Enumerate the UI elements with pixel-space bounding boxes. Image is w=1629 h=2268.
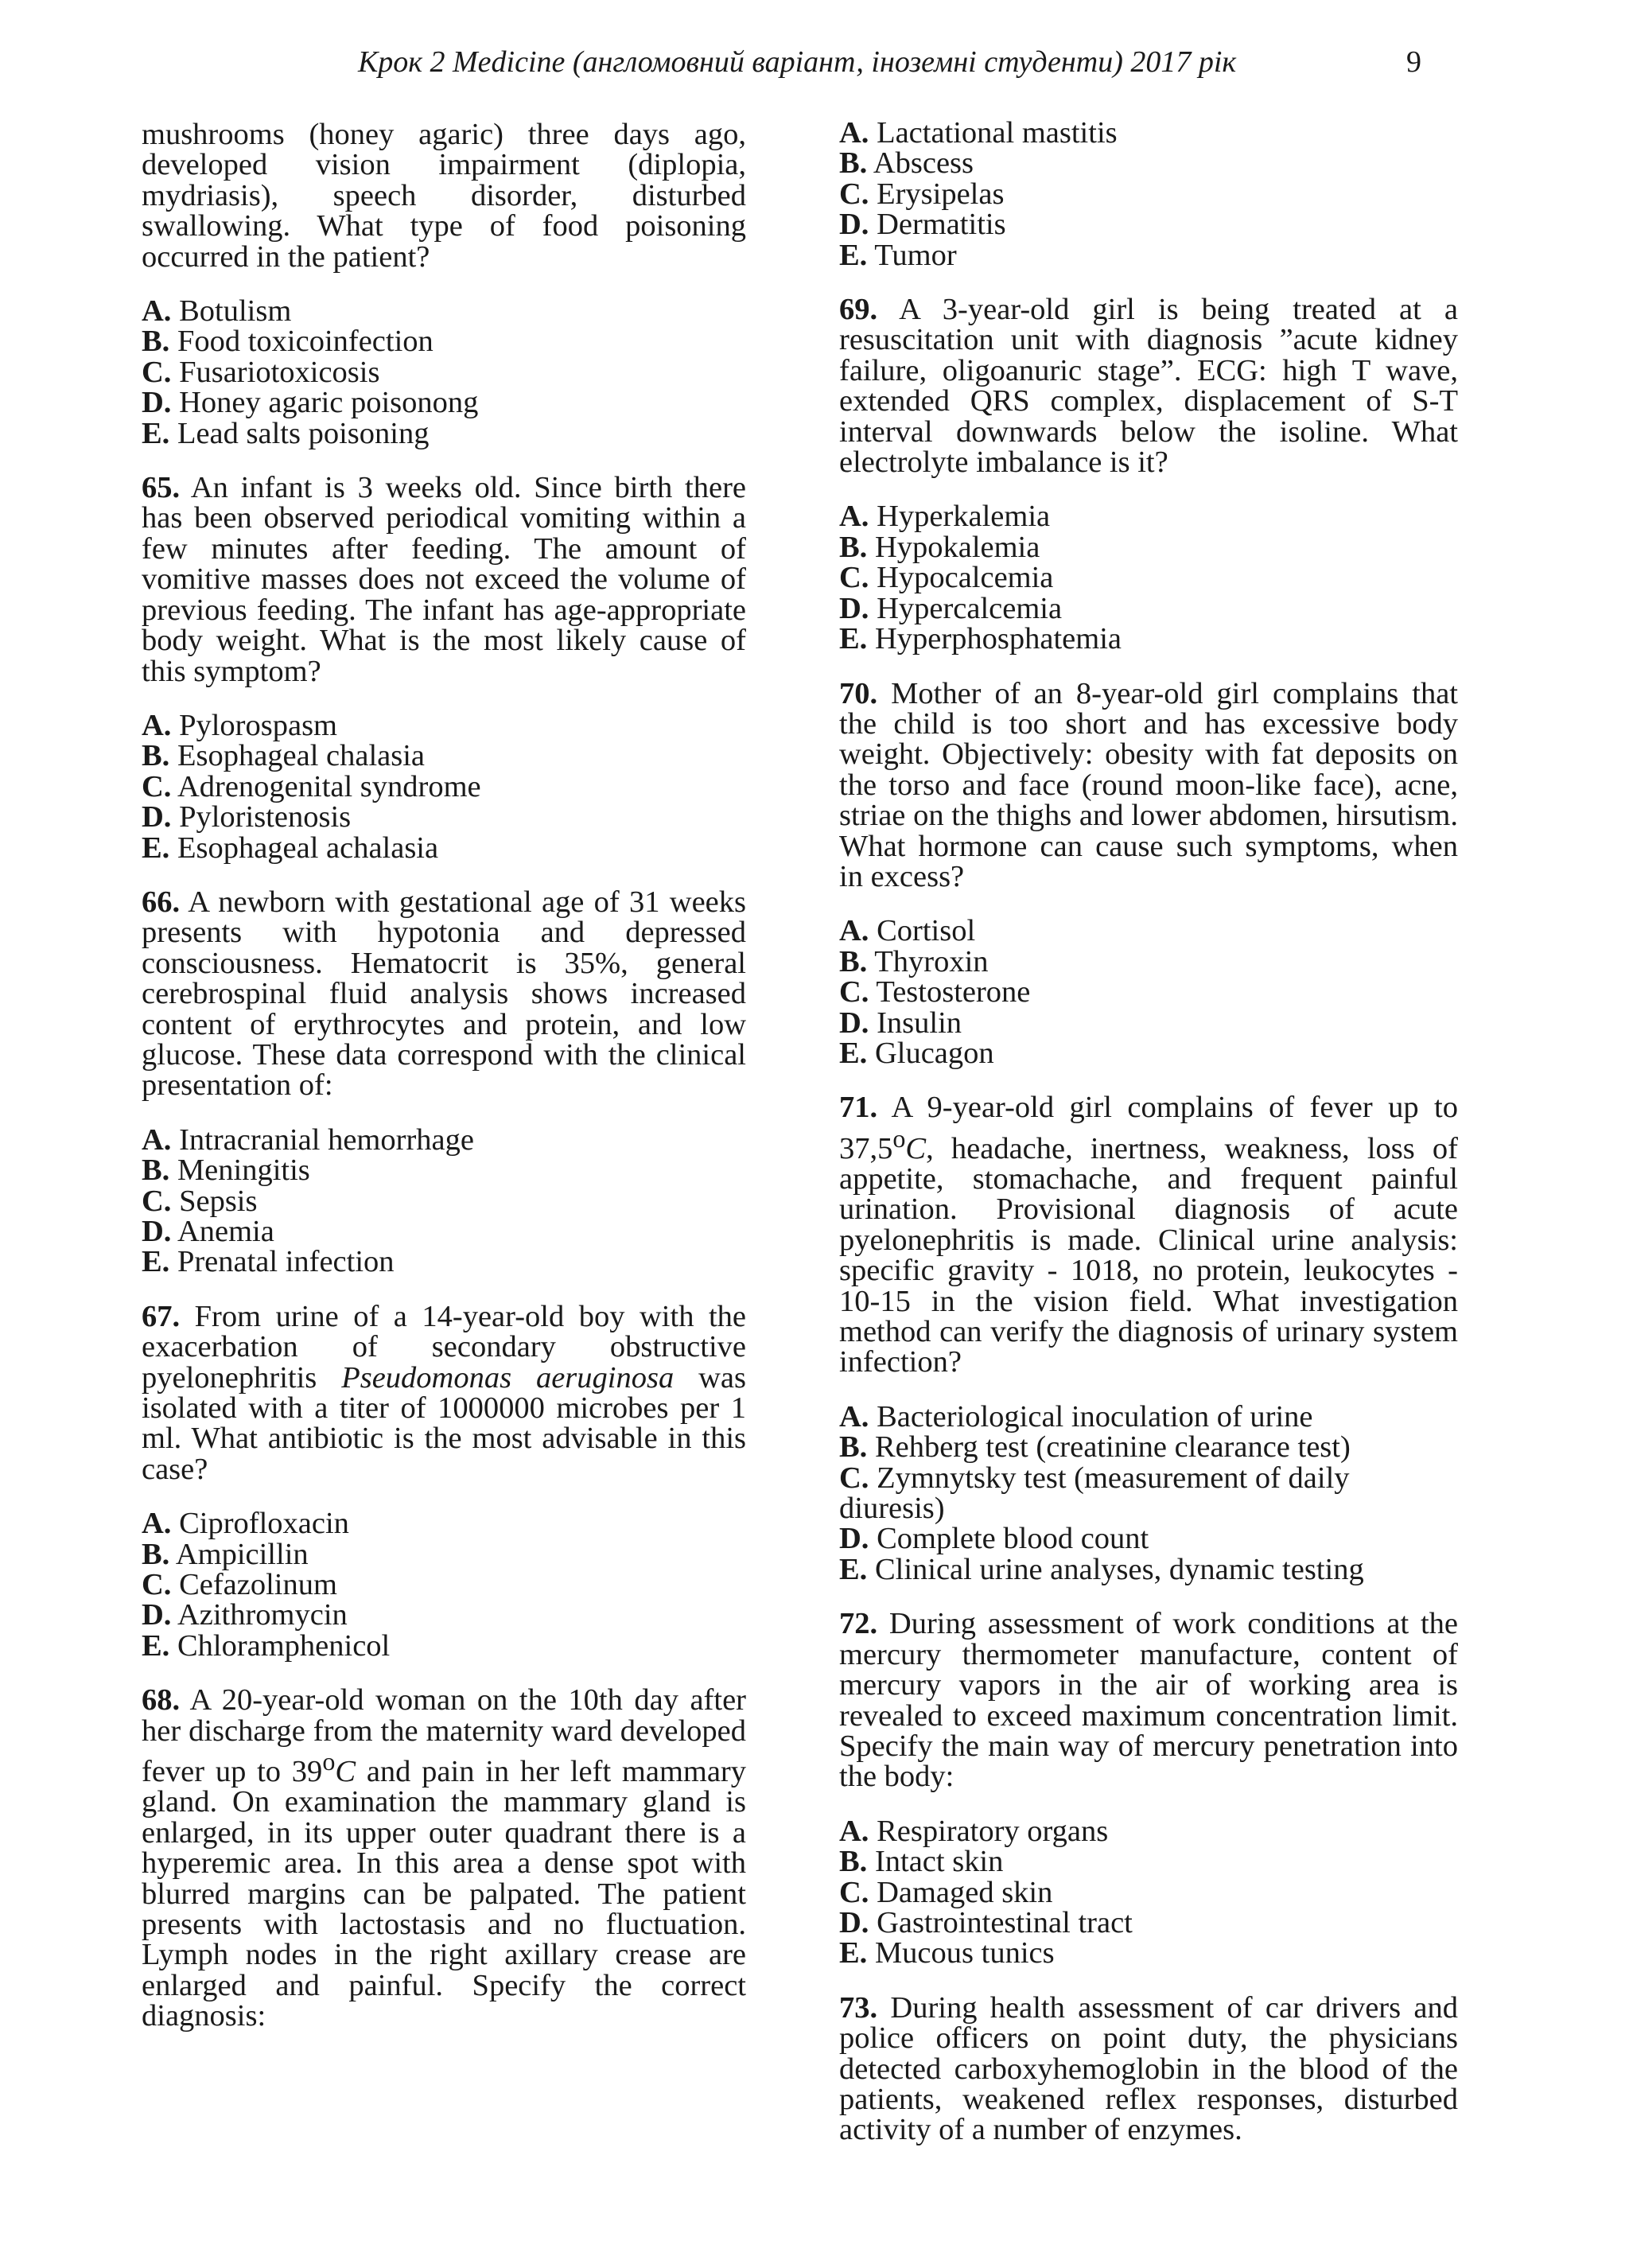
option-letter: C. — [839, 975, 869, 1010]
right-column — [839, 118, 1458, 2145]
option-letter: B. — [142, 1537, 170, 1571]
option-text: Hyperphosphatemia — [874, 622, 1122, 656]
option-letter: C. — [839, 1461, 869, 1495]
answer-option — [839, 532, 1458, 562]
question-65-options — [142, 710, 746, 863]
question-text: A newborn with gestational age of 31 weeks presents with hypotonia and depressed consciousness. Hematocrit is 35%, general cerebrospinal fluid analysis shows increased content of erythrocytes and protein, and low glucose. These data correspond with the clinical presentation of: — [142, 885, 746, 1103]
option-letter: B. — [839, 944, 868, 978]
question-68-options — [839, 118, 1458, 270]
answer-option — [142, 1600, 746, 1630]
option-text: Pylorospasm — [179, 708, 337, 742]
question-65 — [142, 473, 746, 687]
question-text: From urine of a 14-year-old boy with the exacerbation of secondary obstructive pyelonephritis — [142, 1299, 746, 1395]
question-66-options — [142, 1122, 746, 1279]
unit: C — [335, 1754, 356, 1788]
option-text: Food toxicoinfection — [177, 325, 433, 359]
answer-option — [839, 562, 1458, 593]
option-letter: D. — [839, 1522, 869, 1556]
option-letter: A. — [839, 1399, 869, 1434]
option-text: Zymnytsky test (measurement of daily diuresis) — [839, 1461, 1350, 1526]
option-text: Honey agaric poisonong — [179, 386, 479, 420]
answer-option — [142, 387, 746, 418]
option-text: Gastrointestinal tract — [877, 1905, 1133, 1939]
question-text: was isolated with a titer of 1000000 microbes per 1 ml. What antibiotic is the most advisable in this case? — [142, 1360, 746, 1486]
answer-option — [839, 208, 1458, 242]
option-letter: E. — [839, 1552, 868, 1586]
option-text: Intact skin — [874, 1845, 1004, 1879]
option-letter: A. — [142, 1507, 172, 1541]
option-text: Rehberg test (creatinine clearance test) — [874, 1430, 1351, 1465]
answer-option — [839, 1938, 1458, 1968]
question-68 — [142, 1685, 746, 2031]
option-letter: A. — [142, 1122, 172, 1157]
option-letter: E. — [839, 1036, 868, 1070]
unit: C — [905, 1131, 927, 1165]
option-text: Lead salts poisoning — [177, 416, 430, 450]
option-text: Esophageal chalasia — [177, 739, 426, 773]
option-text: Thyroxin — [874, 944, 989, 978]
answer-option — [839, 1877, 1458, 1908]
option-text: Mucous tunics — [874, 1936, 1055, 1970]
answer-option — [839, 975, 1458, 1010]
option-text: Adrenogenital syndrome — [177, 769, 481, 803]
answer-option — [142, 1570, 746, 1600]
question-number: 71. — [839, 1091, 878, 1125]
option-letter: B. — [839, 530, 868, 564]
question-text: A 20-year-old woman on the 10th day after her discharge from the maternity ward developed fever up to 39 — [142, 1683, 746, 1788]
answer-option — [142, 1216, 746, 1247]
answer-option — [142, 710, 746, 741]
option-text: Lactational mastitis — [877, 116, 1118, 150]
answer-option — [142, 1122, 746, 1157]
question-72 — [839, 1607, 1459, 1794]
question-text: During assessment of work conditions at the mercury thermometer manufacture, content of mercury vapors in the air of working area is revealed to exceed maximum concentration limit. Specify the main way of mercury penetration into the body: — [839, 1607, 1459, 1794]
answer-option — [839, 1038, 1458, 1068]
answer-option — [839, 1523, 1458, 1554]
answer-option — [142, 1186, 746, 1216]
organism-name: Pseudomonas aeruginosa — [341, 1360, 675, 1395]
question-text: and pain in her left mammary gland. On examination the mammary gland is enlarged, in its upper outer quadrant there is a hyperemic area. In this area a dense spot with blurred margins can be palpated. The patient presents with lactostasis and no fluctuation. Lymph nodes in the right axillary crease are enlarged and painful. Specify the correct diagnosis: — [142, 1754, 746, 2033]
option-text: Prenatal infection — [177, 1245, 395, 1279]
question-number: 70. — [839, 676, 878, 710]
answer-option — [839, 593, 1458, 624]
question-text: During health assessment of car drivers and police officers on point duty, the physicians detected carboxyhemoglobin in the blood of the patients, weakened reflex responses, disturbed activity of a number of enzymes. — [839, 1990, 1458, 2147]
option-text: Dermatitis — [877, 208, 1006, 242]
option-letter: C. — [142, 1184, 172, 1218]
option-letter: E. — [839, 238, 868, 272]
option-letter: E. — [142, 831, 170, 865]
option-text: Botulism — [179, 294, 292, 329]
option-text: Hypocalcemia — [877, 561, 1054, 595]
option-letter: C. — [142, 355, 172, 389]
question-67-options — [142, 1508, 746, 1661]
question-number: 65. — [142, 471, 181, 505]
question-70 — [839, 676, 1458, 893]
option-text: Hyperkalemia — [877, 500, 1051, 534]
answer-option — [839, 240, 1458, 270]
answer-option — [142, 1508, 746, 1539]
answer-option — [839, 118, 1458, 148]
answer-option — [839, 1554, 1458, 1585]
option-letter: B. — [142, 1153, 170, 1188]
option-text: Glucagon — [874, 1036, 994, 1070]
option-letter: E. — [839, 622, 868, 656]
answer-option — [839, 1430, 1458, 1465]
option-text: Esophageal achalasia — [177, 831, 439, 865]
question-number: 69. — [839, 293, 878, 327]
option-text: Clinical urine analyses, dynamic testing — [874, 1552, 1364, 1586]
option-letter: A. — [839, 914, 869, 948]
option-text: Pyloristenosis — [179, 800, 352, 834]
option-letter: C. — [142, 1568, 172, 1602]
option-text: Ampicillin — [175, 1537, 309, 1571]
option-letter: A. — [142, 294, 172, 329]
option-letter: D. — [142, 386, 172, 420]
option-letter: D. — [839, 208, 869, 242]
answer-option — [839, 1399, 1458, 1434]
degree-sup: o — [892, 1123, 906, 1153]
answer-option — [142, 1153, 746, 1188]
option-letter: D. — [839, 1905, 869, 1939]
question-66 — [142, 887, 746, 1101]
answer-option — [142, 325, 746, 359]
answer-option — [142, 357, 746, 387]
option-text: Fusariotoxicosis — [179, 355, 380, 389]
question-number: 67. — [142, 1299, 181, 1333]
option-letter: A. — [839, 500, 869, 534]
answer-option — [142, 1539, 746, 1570]
option-text: Intracranial hemorrhage — [179, 1122, 474, 1157]
option-letter: D. — [142, 800, 172, 834]
answer-option — [839, 944, 1458, 978]
answer-option — [839, 624, 1458, 654]
option-letter: B. — [142, 325, 170, 359]
option-letter: A. — [839, 116, 869, 150]
option-letter: D. — [839, 1006, 869, 1040]
option-letter: E. — [142, 1628, 170, 1663]
option-letter: E. — [142, 416, 170, 450]
option-letter: D. — [142, 1598, 172, 1632]
answer-option — [142, 802, 746, 832]
page-header — [0, 45, 1629, 83]
answer-option — [142, 833, 746, 863]
answer-option — [839, 916, 1458, 946]
question-text: An infant is 3 weeks old. Since birth there has been observed periodical vomiting within a few minutes after feeding. The amount of vomitive masses does not exceed the volume of previous feeding. The infant has age-appropriate body weight. What is the most likely cause of this symptom? — [142, 471, 746, 688]
option-letter: C. — [839, 561, 869, 595]
question-73 — [839, 1990, 1458, 2147]
option-text: Chloramphenicol — [177, 1628, 391, 1663]
option-text: Cefazolinum — [179, 1568, 337, 1602]
question-number: 68. — [142, 1683, 181, 1718]
answer-option — [142, 418, 746, 449]
option-text: Cortisol — [877, 914, 976, 948]
option-letter: E. — [839, 1936, 868, 1970]
header-title: Крок 2 Medicine (англомовний варіант, іноземні студенти) 2017 рік — [358, 45, 1237, 79]
question-number: 73. — [839, 1990, 878, 2025]
answer-option — [839, 1846, 1458, 1877]
answer-option — [142, 769, 746, 803]
option-text: Tumor — [874, 238, 957, 272]
option-letter: C. — [142, 769, 172, 803]
answer-option — [142, 1628, 746, 1663]
option-letter: B. — [839, 146, 868, 181]
page-number: 9 — [1406, 45, 1421, 79]
question-text: , headache, inertness, weakness, loss of appetite, stomachache, and frequent painful urination. Provisional diagnosis of acute pyelonephritis is made. Clinical urine analysis: specific gravity - 1018, no protein, leukocytes - 10-15 in the vision field. What investigation method can verify the diagnosis of urinary system infection? — [839, 1131, 1458, 1379]
option-text: Bacteriological inoculation of urine — [877, 1399, 1313, 1434]
option-letter: C. — [839, 177, 869, 211]
option-text: Sepsis — [179, 1184, 258, 1218]
question-69 — [839, 293, 1458, 480]
option-letter: D. — [839, 591, 869, 625]
answer-option — [839, 1816, 1458, 1846]
degree-sup: o — [322, 1747, 336, 1776]
left-column — [142, 119, 746, 2032]
question-text: Mother of an 8-year-old girl complains that the child is too short and has excessive body weight. Objectively: obesity with fat deposits on the torso and face (round moon-like face), acne, striae on the thighs and lower abdomen, hirsutism. What hormone can cause such symptoms, when in excess? — [839, 676, 1458, 893]
question-text: A 3-year-old girl is being treated at a resuscitation unit with diagnosis ”acute kidney failure, oligoanuric stage”. ECG: high T wave, extended QRS complex, displacement of S-T interval downwards below the isoline. What electrolyte imbalance is it? — [839, 293, 1458, 480]
answer-option — [839, 1008, 1458, 1038]
question-69-options — [839, 501, 1458, 654]
question-72-options — [839, 1816, 1458, 1969]
option-letter: B. — [142, 739, 170, 773]
answer-option — [839, 146, 1458, 181]
question-64-options — [142, 296, 746, 449]
option-text: Ciprofloxacin — [179, 1507, 349, 1541]
option-letter: C. — [839, 1875, 869, 1909]
question-64-continuation: mushrooms (honey agaric) three days ago, developed vision impairment (diplopia, mydriasis), speech disorder, disturbed swallowing. What type of food poisoning occurred in the patient? — [142, 118, 746, 274]
answer-option — [839, 179, 1458, 209]
answer-option — [142, 294, 746, 329]
answer-option — [142, 1247, 746, 1277]
option-text: Meningitis — [177, 1153, 310, 1188]
option-text: Anemia — [177, 1215, 274, 1248]
question-text: A 9-year-old girl complains of fever up to 37,5 — [839, 1091, 1458, 1165]
option-letter: B. — [839, 1430, 868, 1465]
option-text: Hypercalcemia — [877, 591, 1063, 625]
option-text: Abscess — [873, 146, 974, 181]
option-text: Complete blood count — [877, 1522, 1149, 1556]
option-text: Hypokalemia — [874, 530, 1040, 564]
option-text: Testosterone — [876, 975, 1031, 1010]
option-text: Erysipelas — [877, 177, 1005, 211]
question-number: 66. — [142, 885, 181, 919]
answer-option — [839, 500, 1458, 534]
option-letter: A. — [839, 1814, 869, 1848]
question-number: 72. — [839, 1607, 878, 1641]
question-71 — [839, 1092, 1458, 1377]
answer-option — [142, 741, 746, 771]
question-67 — [142, 1301, 746, 1484]
question-71-options — [839, 1399, 1458, 1586]
option-text: Insulin — [877, 1006, 962, 1040]
option-letter: B. — [839, 1845, 868, 1879]
option-text: Azithromycin — [177, 1598, 348, 1632]
answer-option — [839, 1463, 1458, 1524]
option-letter: E. — [142, 1245, 170, 1279]
option-letter: A. — [142, 708, 172, 742]
option-letter: D. — [142, 1215, 172, 1248]
question-70-options — [839, 916, 1458, 1068]
option-text: Damaged skin — [877, 1875, 1053, 1909]
option-text: Respiratory organs — [877, 1814, 1109, 1848]
answer-option — [839, 1905, 1458, 1939]
